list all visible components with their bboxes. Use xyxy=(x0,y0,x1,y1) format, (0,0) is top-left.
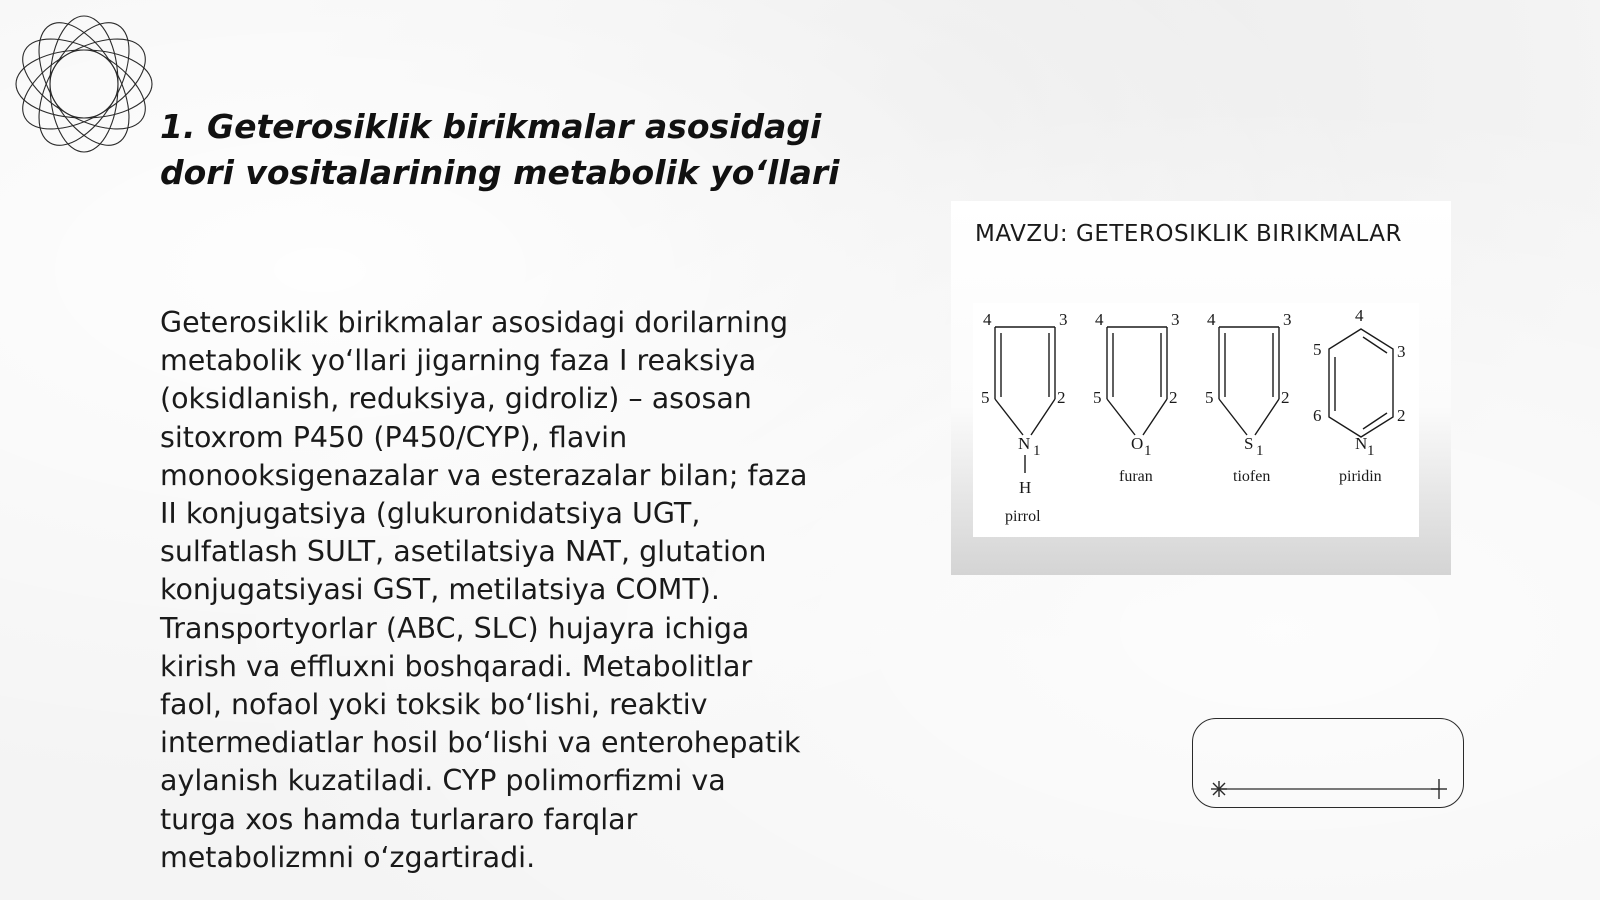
tiofen-number: 5 xyxy=(1205,388,1214,407)
tiofen-heteroatom: S xyxy=(1244,434,1254,453)
pirrol-number: 5 xyxy=(981,388,990,407)
plus-marker-icon xyxy=(1431,779,1447,799)
piridin-number: 3 xyxy=(1397,342,1406,361)
piridin-number: 5 xyxy=(1313,340,1322,359)
sparkle-icon xyxy=(1211,781,1227,797)
furan-index: 1 xyxy=(1144,443,1152,459)
furan-number: 2 xyxy=(1169,388,1178,407)
tiofen-ring xyxy=(1219,327,1279,435)
pirrol-label: pirrol xyxy=(1005,508,1041,525)
body-line: sulfatlash SULT, asetilatsiya NAT, glutation xyxy=(160,535,767,569)
figure-caption: MAVZU: GETEROSIKLIK BIRIKMALAR xyxy=(975,221,1403,247)
heterocycle-figure xyxy=(951,201,1451,575)
tiofen-index: 1 xyxy=(1256,443,1264,459)
tiofen-number: 3 xyxy=(1283,310,1292,329)
body-line: Geterosiklik birikmalar asosidagi dorilarning xyxy=(160,306,789,339)
piridin-number: 6 xyxy=(1313,406,1322,425)
furan-ring xyxy=(1107,327,1167,435)
slide-title-line: dori vositalarining metabolik yo‘llari xyxy=(160,153,840,192)
body-line: aylanish kuzatiladi. CYP polimorfizmi va xyxy=(160,764,726,798)
piridin-index: 1 xyxy=(1367,443,1375,459)
body-line: metabolik yo‘llari jigarning faza I reaksiya xyxy=(160,344,757,378)
tiofen-number: 2 xyxy=(1281,388,1290,407)
pirrol-number: 4 xyxy=(983,310,992,329)
body-line: faol, nofaol yoki toksik bo‘lishi, reaktiv xyxy=(160,688,708,722)
tiofen-label: tiofen xyxy=(1233,468,1271,485)
piridin-label: piridin xyxy=(1339,468,1382,485)
pirrol-heteroatom: N xyxy=(1018,434,1031,453)
pirrol-substituent: H xyxy=(1019,478,1032,497)
body-line: intermediatlar hosil bo‘lishi va enterohepatik xyxy=(160,726,801,760)
body-line: turga xos hamda turlararo farqlar xyxy=(160,802,638,836)
pirrol-number: 3 xyxy=(1059,310,1068,329)
slide-title xyxy=(160,104,860,196)
furan-number: 3 xyxy=(1171,310,1180,329)
circular-petal-logo-icon xyxy=(10,10,158,158)
piridin-number: 4 xyxy=(1355,306,1364,325)
body-line: kirish va effluxni boshqaradi. Metabolitlar xyxy=(160,649,753,683)
tiofen-number: 4 xyxy=(1207,310,1216,329)
decorative-line-box xyxy=(1192,718,1464,808)
piridin-ring xyxy=(1329,329,1393,437)
slide-title-line: 1. Geterosiklik birikmalar asosidagi xyxy=(160,107,822,146)
body-line: Transportyorlar (ABC, SLC) hujayra ichiga xyxy=(160,611,750,645)
furan-number: 4 xyxy=(1095,310,1104,329)
pirrol-index: 1 xyxy=(1033,443,1041,459)
heterocycle-structures-image xyxy=(973,303,1419,537)
piridin-heteroatom: N xyxy=(1355,434,1368,453)
body-line: II konjugatsiya (glukuronidatsiya UGT, xyxy=(160,497,701,531)
piridin-number: 2 xyxy=(1397,406,1406,425)
body-line: sitoxrom P450 (P450/CYP), flavin xyxy=(160,420,628,454)
body-paragraph xyxy=(160,304,860,877)
furan-heteroatom: O xyxy=(1131,434,1144,453)
body-line: (oksidlanish, reduksiya, gidroliz) – asosan xyxy=(160,382,752,416)
pirrol-number: 2 xyxy=(1057,388,1066,407)
body-line: monooksigenazalar va esterazalar bilan; faza xyxy=(160,458,808,492)
furan-label: furan xyxy=(1119,468,1153,485)
body-line: konjugatsiyasi GST, metilatsiya COMT). xyxy=(160,573,720,607)
body-line: metabolizmni o‘zgartiradi. xyxy=(160,840,536,874)
furan-number: 5 xyxy=(1093,388,1102,407)
